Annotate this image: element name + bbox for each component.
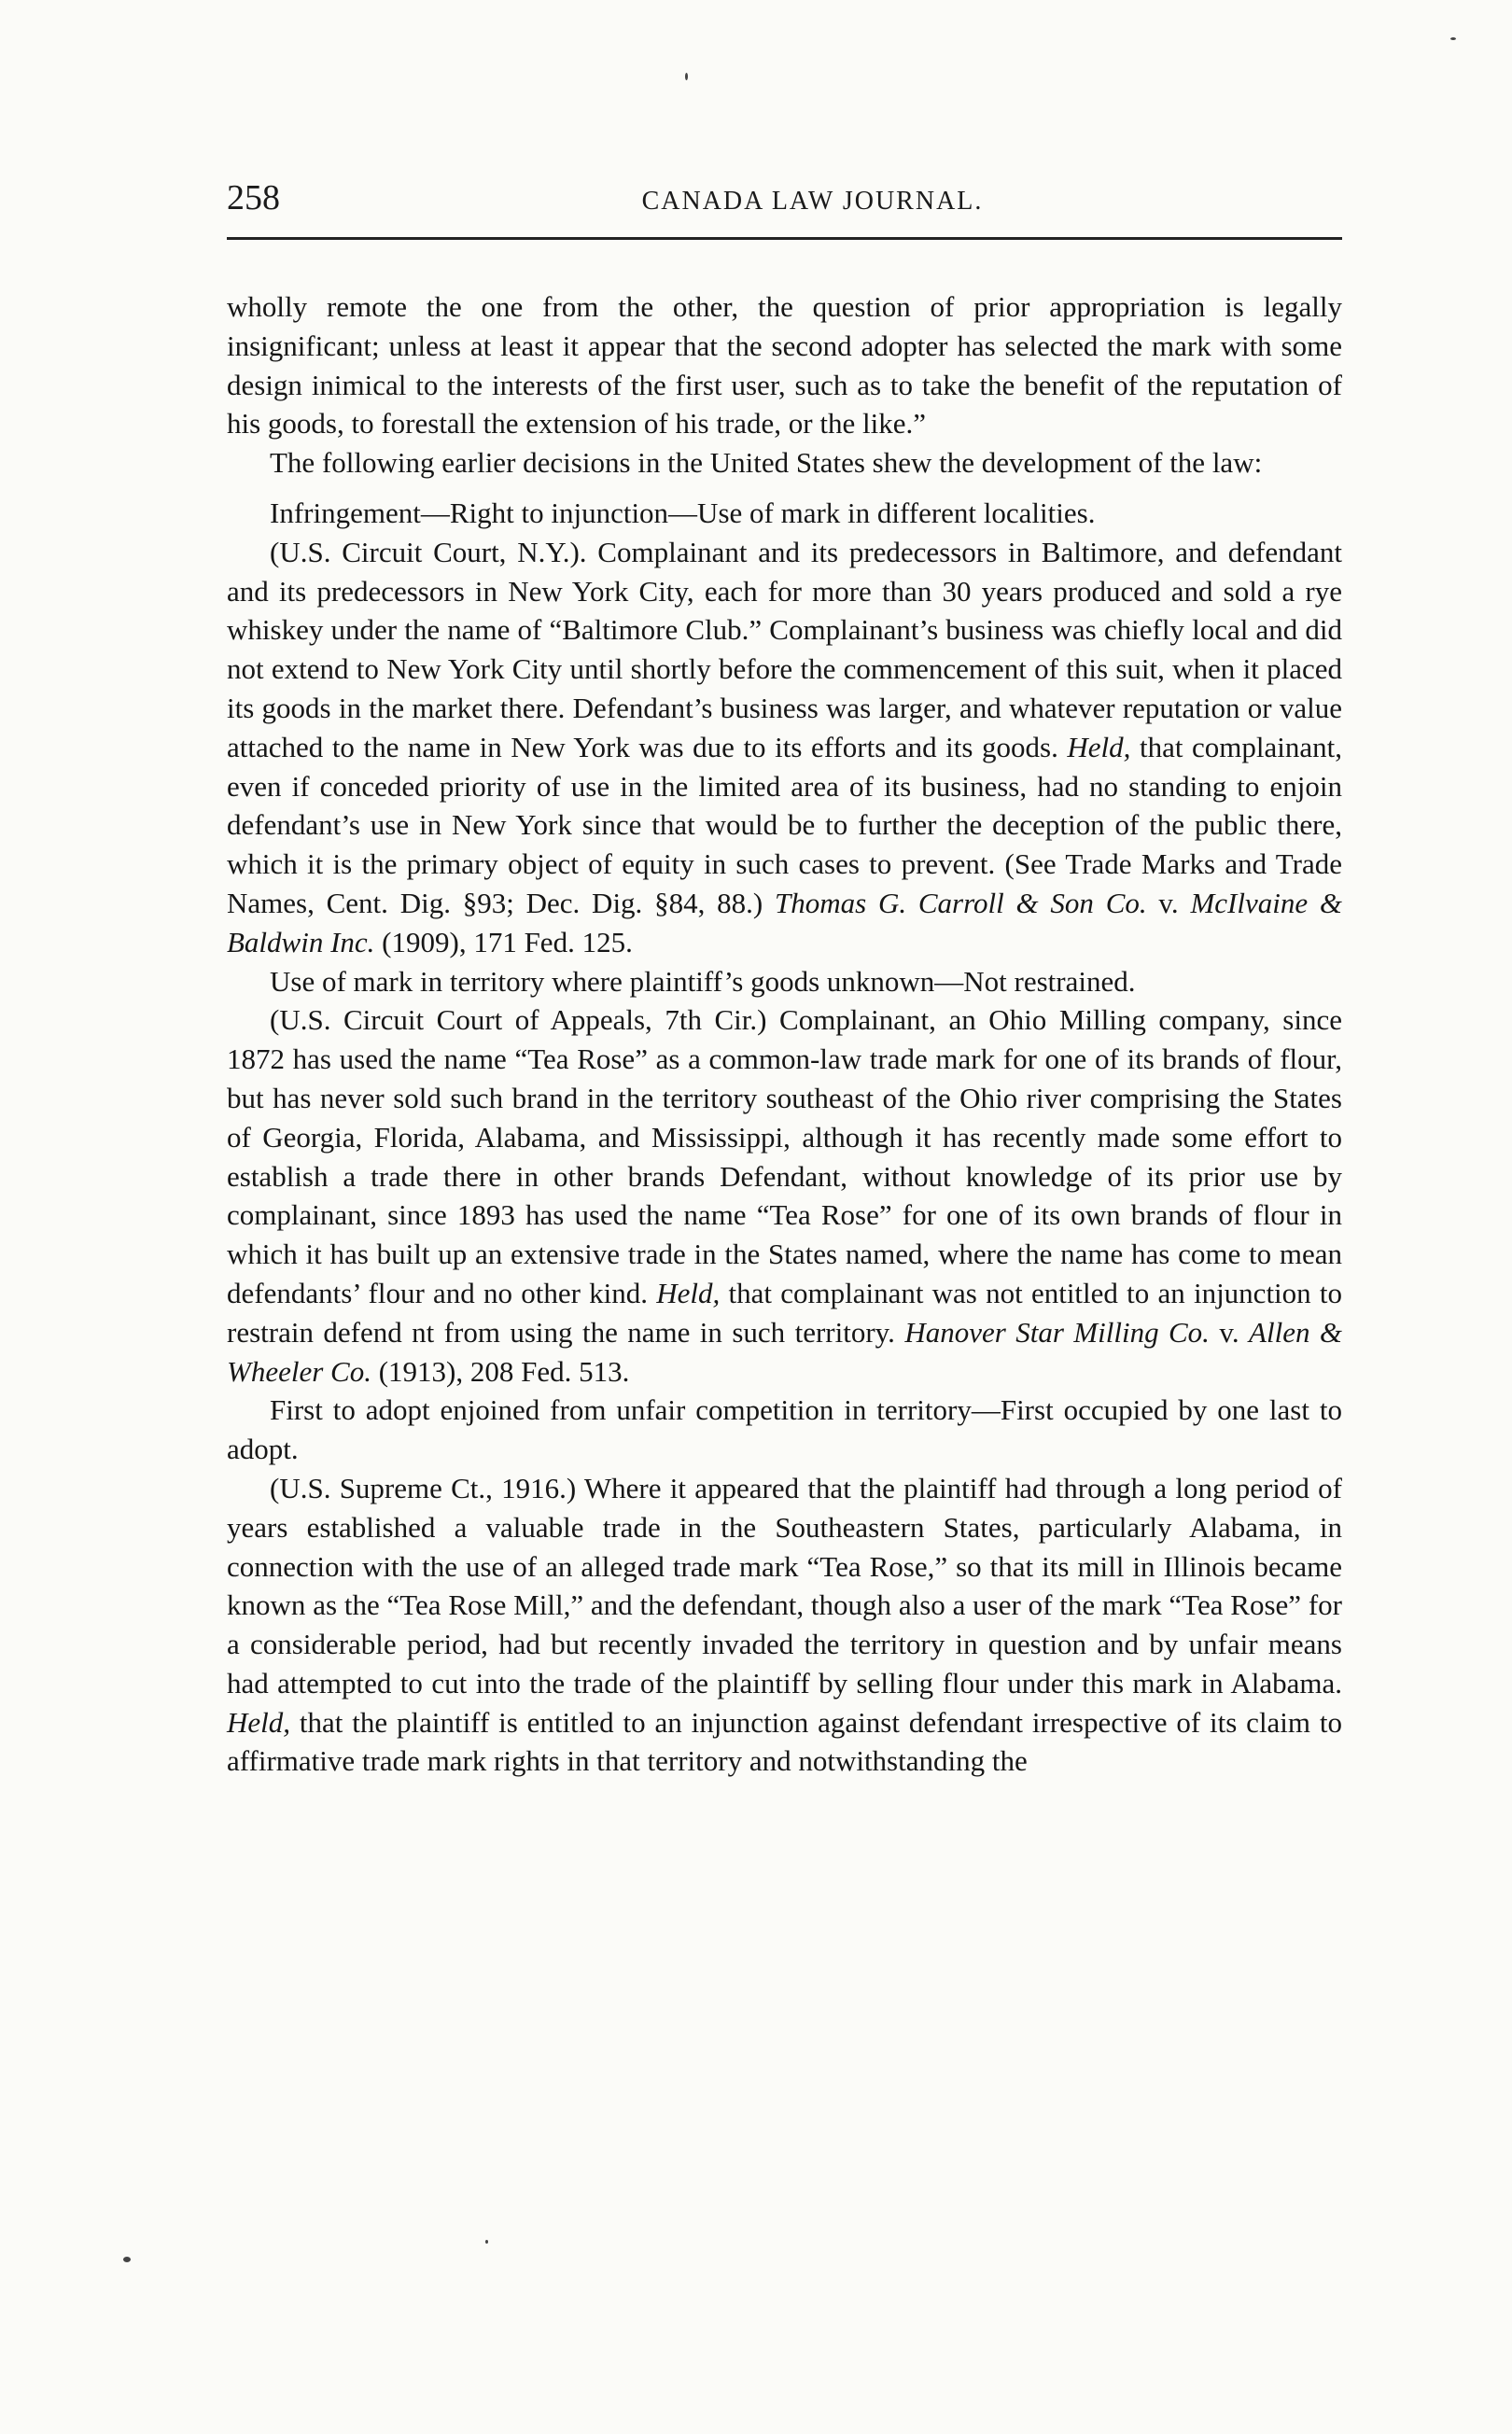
case-1-party-1: Thomas G. Carroll & Son Co. bbox=[774, 886, 1147, 919]
case-2-holding: that complainant was not entitled to an injunction to restrain defend nt from using the name in such territory. bbox=[227, 1276, 1343, 1349]
scan-speck bbox=[1450, 37, 1456, 40]
case-1-holding: that complainant, even if conceded priority of use in the limited area of its business, had no standing to enjoin defendant’s use in New York since that would be to further the deception of the public there, which it is the primary object of equity in such cases to prevent. (See Trade Marks and Trade Names, Cent. Dig. §93; Dec. Dig. §84, 88.) bbox=[227, 730, 1343, 919]
case-1-citation: (1909), 171 Fed. 125. bbox=[382, 925, 633, 958]
case-paragraph-3 bbox=[227, 1469, 1342, 1781]
case-heading-3: First to adopt enjoined from unfair competition in territory—First occupied by one last to adopt. bbox=[227, 1393, 1342, 1466]
running-head: CANADA LAW JOURNAL. bbox=[641, 187, 984, 216]
case-paragraph-2 bbox=[227, 1000, 1342, 1391]
case-3-facts: (U.S. Supreme Ct., 1916.) Where it appeared that the plaintiff had through a long period of years established a valuable trade in the Southeastern States, particularly Alabama, in connection with the use of an alleged trade mark “Tea Rose,” so that its mill in Illinois became known as the “Tea Rose Mill,” and the defendant, though also a user of the mark “Tea Rose” for a considerable period, had but recently invaded the territory in question and by unfair means had attempted to cut into the trade of the plaintiff by selling flour under this mark in Alabama. bbox=[227, 1471, 1342, 1700]
case-1-facts: (U.S. Circuit Court, N.Y.). Complainant and its predecessors in Baltimore, and defendant and its predecessors in New York City, each for more than 30 years produced and sold a rye whiskey under the name of “Baltimore Club.” Complainant’s business was chiefly local and did not extend to New York City until shortly before the commencement of this suit, when it placed its goods in the market there. Defendant’s business was larger, and whatever reputation or value attached to the name in New York was due to its efforts and its goods. bbox=[227, 535, 1342, 763]
header-rule bbox=[227, 237, 1342, 240]
page-number: 258 bbox=[227, 178, 280, 217]
case-1-party-2: McIlvaine & Baldwin Inc. bbox=[227, 886, 1342, 958]
case-paragraph-1 bbox=[227, 533, 1342, 962]
paragraph-quote-end: wholly remote the one from the other, the question of prior appropriation is legally insignificant; unless at least it appear that the second adopter has selected the mark with some design inimical to the interests of the first user, such as to take the benefit of the reputation of his goods, to forestall the extension of his trade, or the like.” bbox=[227, 290, 1342, 441]
case-2-facts: (U.S. Circuit Court of Appeals, 7th Cir.) Complainant, an Ohio Milling company, since 1872 has used the name “Tea Rose” as a common-law trade mark for one of its brands of flour, but has never sold such brand in the territory southeast of the Ohio river comprising the States of Georgia, Florida, Alabama, and Mississippi, although it has recently made some effort to establish a trade there in other brands Defendant, without knowledge of its prior use by complainant, since 1893 has used the name “Tea Rose” for one of its own brands of flour in which it has built up an extensive trade in the States named, where the name has come to mean defendants’ flour and no other kind. bbox=[227, 1003, 1342, 1309]
case-1-held: Held, bbox=[1067, 730, 1131, 763]
paragraph-intro: The following earlier decisions in the United States shew the development of the law: bbox=[270, 446, 1263, 480]
case-2-citation: (1913), 208 Fed. 513. bbox=[378, 1354, 630, 1388]
scan-speck bbox=[123, 2257, 131, 2262]
case-2-held: Held, bbox=[656, 1276, 721, 1309]
case-heading-1: Infringement—Right to injunction—Use of mark in different localities. bbox=[270, 496, 1096, 529]
case-3-held: Held, bbox=[227, 1705, 291, 1739]
article-body bbox=[227, 287, 1342, 1781]
case-2-party-2: Allen & Wheeler Co. bbox=[227, 1315, 1342, 1388]
scan-speck bbox=[685, 73, 688, 80]
case-2-party-1: Hanover Star Milling Co. bbox=[904, 1315, 1210, 1349]
case-heading-2: Use of mark in territory where plaintiff’s goods unknown—Not restrained. bbox=[270, 964, 1136, 998]
page-header bbox=[227, 166, 1342, 222]
scan-speck bbox=[485, 2240, 488, 2244]
case-2-versus: v. bbox=[1219, 1315, 1239, 1349]
case-1-versus: v. bbox=[1158, 886, 1179, 919]
case-3-holding: that the plaintiff is entitled to an injunction against defendant irrespective of its claim to affirmative trade mark rights in that territory and notwithstanding the bbox=[227, 1705, 1343, 1778]
